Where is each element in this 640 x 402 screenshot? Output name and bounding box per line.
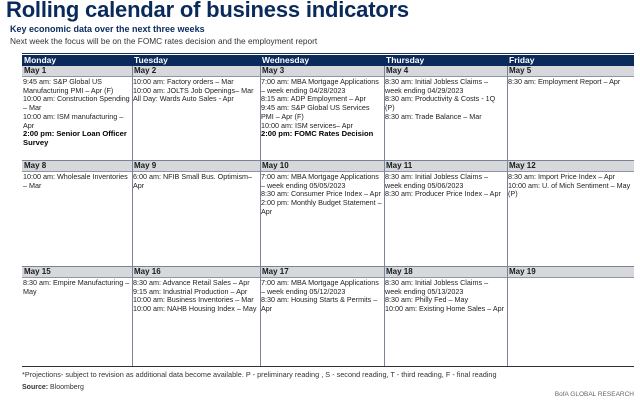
event-item: 8:30 am: Initial Jobless Claims – week ending 05/13/2023 [385, 278, 489, 296]
event-item: 8:30 am: Producer Price Index – Apr [385, 189, 501, 199]
event-item: 10:00 am: Existing Home Sales – Apr [385, 304, 505, 314]
brand-logo-text: BofA GLOBAL RESEARCH [554, 391, 634, 398]
day-cell [22, 267, 132, 367]
description: Next week the focus will be on the FOMC rates decision and the employment report [10, 36, 318, 46]
day-date: May 12 [507, 161, 634, 172]
event-item: 8:30 am: Philly Fed – May [385, 295, 469, 305]
day-date: May 2 [132, 66, 260, 77]
day-cell [384, 267, 507, 367]
day-cell [22, 161, 132, 267]
day-header-wednesday: Wednesday [260, 55, 384, 66]
event-item: 10:00 am: ISM services– Apr [261, 120, 353, 130]
day-cell [507, 161, 634, 267]
row-divider [22, 266, 634, 267]
event-item: All Day: Wards Auto Sales - Apr [133, 94, 234, 104]
day-header-friday: Friday [507, 55, 634, 66]
event-item: 9:15 am: Industrial Production – Apr [133, 286, 248, 296]
day-cell [22, 66, 132, 161]
event-item: 9:45 am: S&P Global US Manufacturing PMI – Apr (F) [23, 77, 114, 95]
event-item: 9:45 am: S&P Global US Services PMI – Apr (F) [261, 103, 370, 121]
day-header-tuesday: Tuesday [132, 55, 260, 66]
event-item: 8:30 am: Employment Report – Apr [508, 77, 621, 86]
event-item: 10:00 am: NAHB Housing Index – May [133, 304, 257, 314]
day-header-thursday: Thursday [384, 55, 507, 66]
event-item: 10:00 am: Factory orders – Mar [133, 77, 234, 86]
event-list [260, 172, 384, 217]
event-list [22, 77, 132, 148]
event-list [260, 278, 384, 314]
source-label: Source: [22, 384, 49, 391]
event-list [132, 172, 260, 190]
day-date: May 15 [22, 267, 132, 278]
event-item: 6:00 am: NFIB Small Bus. Optimism– Apr [133, 172, 253, 190]
day-date: May 3 [260, 66, 384, 77]
event-list [22, 278, 132, 296]
day-date: May 8 [22, 161, 132, 172]
event-list [132, 77, 260, 104]
day-cell [507, 267, 634, 367]
event-list [384, 278, 507, 314]
day-date: May 11 [384, 161, 507, 172]
event-item: 7:00 am: MBA Mortgage Applications – week ending 04/28/2023 [261, 77, 379, 95]
day-date: May 16 [132, 267, 260, 278]
page-title: Rolling calendar of business indicators [6, 0, 409, 22]
day-date: May 9 [132, 161, 260, 172]
day-cell [260, 267, 384, 367]
subtitle: Key economic data over the next three weeks [10, 24, 205, 34]
event-list [260, 77, 384, 139]
row-divider [22, 160, 634, 161]
event-item: 8:30 am: Empire Manufacturing – May [23, 278, 130, 296]
event-item: 8:30 am: Import Price Index – Apr [508, 172, 616, 181]
source-line [22, 384, 84, 391]
event-item: 10:00 am: Wholesale Inventories – Mar [23, 172, 128, 190]
event-item: 10:00 am: U. of Mich Sentiment – May (P) [508, 180, 631, 199]
day-cell [132, 161, 260, 267]
event-item: 8:30 am: Housing Starts & Permits – Apr [261, 295, 378, 314]
event-item: 10:00 am: ISM manufacturing – Apr [23, 111, 124, 130]
event-item: 8:30 am: Productivity & Costs - 1Q (P) [385, 94, 496, 113]
day-date: May 5 [507, 66, 634, 77]
column-divider [260, 66, 261, 367]
event-item: 10:00 am: JOLTS Job Openings– Mar [133, 85, 254, 95]
event-list [507, 278, 634, 279]
day-date: May 1 [22, 66, 132, 77]
day-cell [507, 66, 634, 161]
column-divider [507, 66, 508, 367]
event-item: 8:15 am: ADP Employment – Apr [261, 94, 366, 104]
event-list [507, 172, 634, 199]
day-cell [384, 161, 507, 267]
event-item: 8:30 am: Advance Retail Sales – Apr [133, 278, 250, 287]
day-cell [132, 267, 260, 367]
day-date: May 4 [384, 66, 507, 77]
event-list [384, 77, 507, 122]
event-item: 8:30 am: Initial Jobless Claims – week ending 04/29/2023 [385, 77, 489, 95]
event-list [132, 278, 260, 314]
day-header-monday: Monday [22, 55, 132, 66]
day-cell [384, 66, 507, 161]
day-date: May 19 [507, 267, 634, 278]
calendar-table [22, 53, 634, 367]
day-cell [260, 161, 384, 267]
day-date: May 10 [260, 161, 384, 172]
event-list [384, 172, 507, 199]
source-value: Bloomberg [50, 384, 84, 391]
key-event: 2:00 pm: Senior Loan Officer Survey [23, 129, 127, 147]
event-item: 8:30 am: Trade Balance – Mar [385, 111, 482, 121]
day-cell [132, 66, 260, 161]
column-divider [384, 66, 385, 367]
event-item: 10:00 am: Business Inventories – Mar [133, 295, 254, 305]
event-item: 7:00 am: MBA Mortgage Applications – week ending 05/05/2023 [261, 172, 379, 190]
day-cell [260, 66, 384, 161]
event-list [22, 172, 132, 190]
day-date: May 18 [384, 267, 507, 278]
event-item: 10:00 am: Construction Spending – Mar [23, 94, 130, 113]
event-list [507, 77, 634, 87]
column-divider [132, 66, 133, 367]
event-item: 8:30 am: Consumer Price Index – Apr [261, 189, 381, 199]
day-date: May 17 [260, 267, 384, 278]
key-event: 2:00 pm: FOMC Rates Decision [261, 129, 374, 139]
footnote: *Projections- subject to revision as additional data become available. P - preliminary reading , S - second reading, T - third reading, F - final reading [22, 366, 634, 379]
event-item: 8:30 am: Initial Jobless Claims – week ending 05/06/2023 [385, 172, 489, 190]
event-item: 2:00 pm: Monthly Budget Statement – Apr [261, 198, 382, 216]
event-item: 7:00 am: MBA Mortgage Applications – week ending 05/12/2023 [261, 278, 379, 296]
